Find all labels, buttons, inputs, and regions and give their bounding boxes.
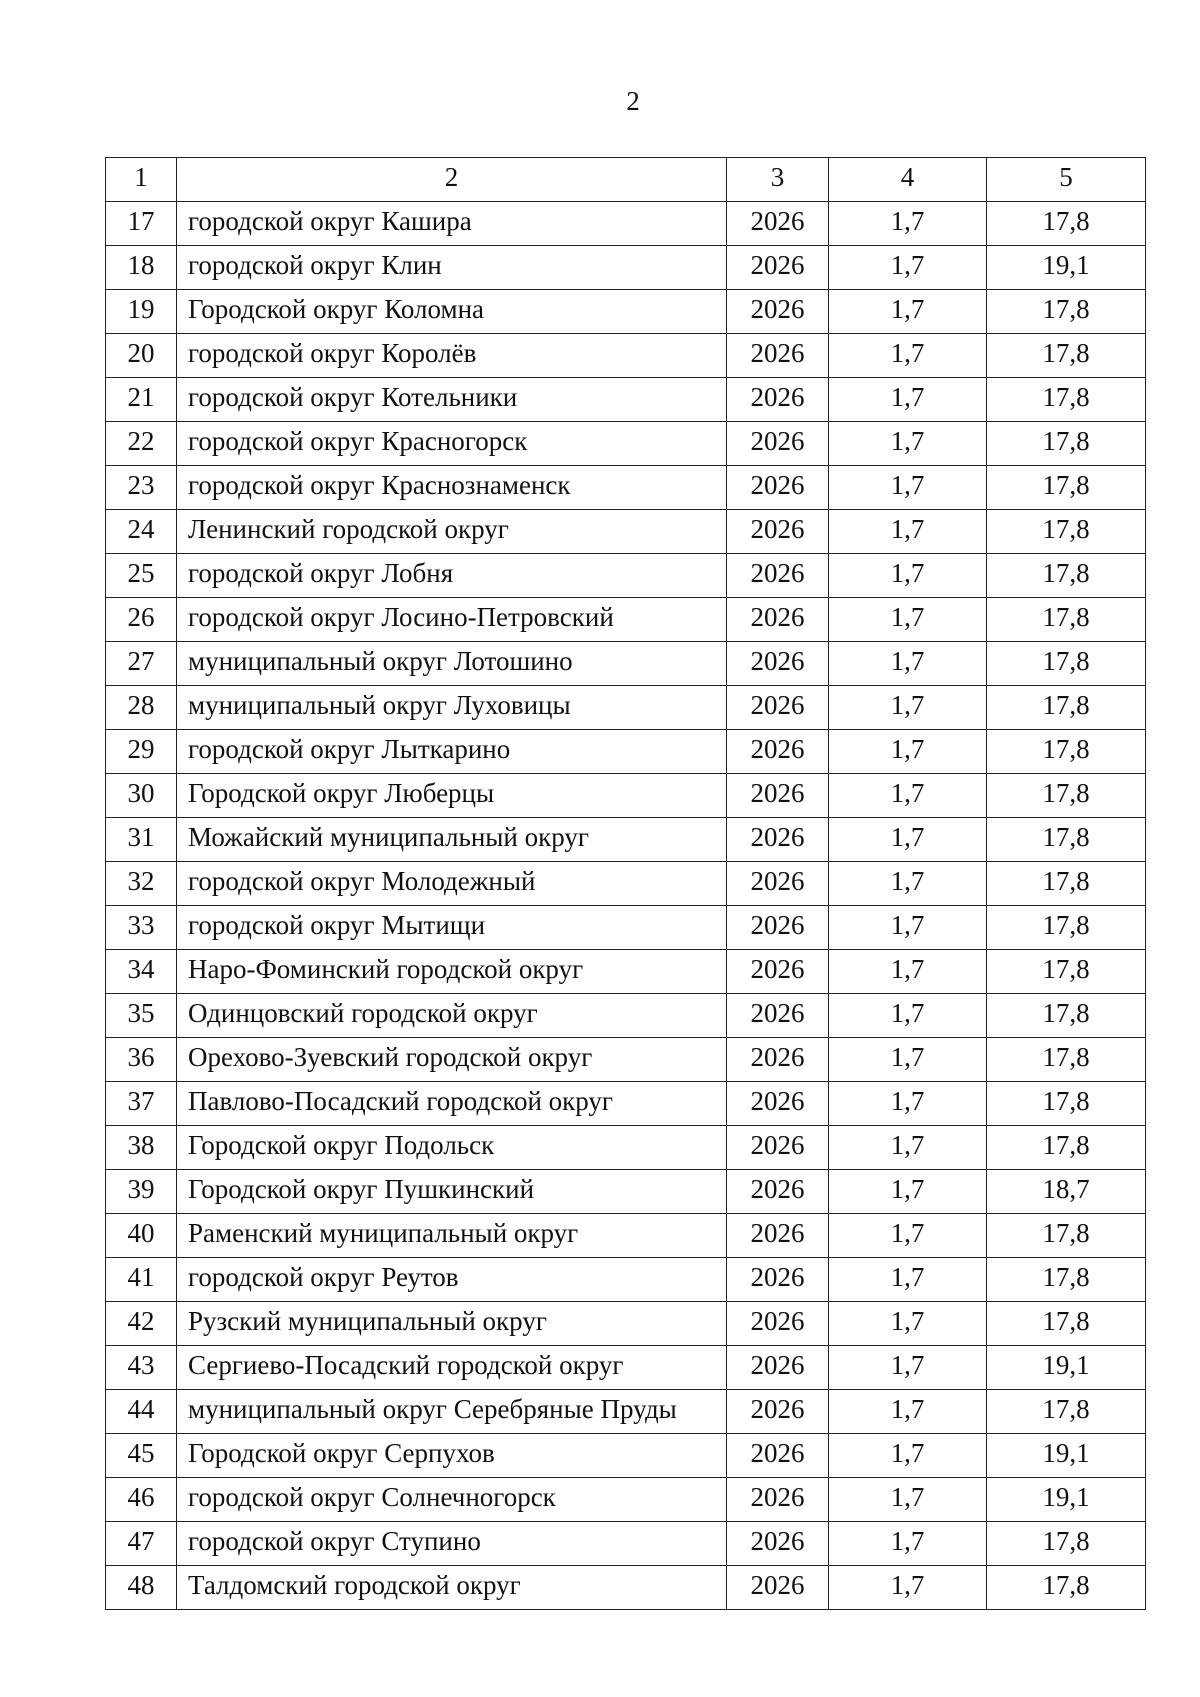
table-row bbox=[106, 1038, 1146, 1082]
table-row bbox=[106, 378, 1146, 422]
year-cell: 2026 bbox=[727, 1478, 829, 1522]
table-row bbox=[106, 334, 1146, 378]
coefficient-cell: 1,7 bbox=[829, 1434, 987, 1478]
municipality-name-cell: Одинцовский городской округ bbox=[177, 994, 727, 1038]
table-row bbox=[106, 510, 1146, 554]
coefficient-cell: 1,7 bbox=[829, 906, 987, 950]
coefficient-cell: 1,7 bbox=[829, 1478, 987, 1522]
coefficient-cell: 1,7 bbox=[829, 1346, 987, 1390]
year-cell: 2026 bbox=[727, 246, 829, 290]
table-row bbox=[106, 1346, 1146, 1390]
year-cell: 2026 bbox=[727, 378, 829, 422]
table-row bbox=[106, 862, 1146, 906]
coefficient-cell: 1,7 bbox=[829, 290, 987, 334]
municipality-name-cell: Можайский муниципальный округ bbox=[177, 818, 727, 862]
year-cell: 2026 bbox=[727, 1082, 829, 1126]
coefficient-cell: 1,7 bbox=[829, 1566, 987, 1610]
year-cell: 2026 bbox=[727, 1566, 829, 1610]
table-row bbox=[106, 1082, 1146, 1126]
row-number-cell: 44 bbox=[106, 1390, 177, 1434]
municipality-name-cell: городской округ Реутов bbox=[177, 1258, 727, 1302]
coefficient-cell: 1,7 bbox=[829, 1170, 987, 1214]
value-cell: 17,8 bbox=[987, 1038, 1146, 1082]
table-row bbox=[106, 730, 1146, 774]
value-cell: 19,1 bbox=[987, 246, 1146, 290]
coefficient-cell: 1,7 bbox=[829, 1522, 987, 1566]
value-cell: 17,8 bbox=[987, 554, 1146, 598]
row-number-cell: 21 bbox=[106, 378, 177, 422]
municipality-name-cell: муниципальный округ Луховицы bbox=[177, 686, 727, 730]
year-cell: 2026 bbox=[727, 422, 829, 466]
table-row bbox=[106, 1214, 1146, 1258]
value-cell: 19,1 bbox=[987, 1434, 1146, 1478]
value-cell: 17,8 bbox=[987, 774, 1146, 818]
year-cell: 2026 bbox=[727, 510, 829, 554]
coefficient-cell: 1,7 bbox=[829, 246, 987, 290]
year-cell: 2026 bbox=[727, 202, 829, 246]
row-number-cell: 42 bbox=[106, 1302, 177, 1346]
table-row bbox=[106, 466, 1146, 510]
value-cell: 17,8 bbox=[987, 466, 1146, 510]
municipality-name-cell: Рузский муниципальный округ bbox=[177, 1302, 727, 1346]
row-number-cell: 26 bbox=[106, 598, 177, 642]
value-cell: 17,8 bbox=[987, 818, 1146, 862]
value-cell: 17,8 bbox=[987, 598, 1146, 642]
coefficient-cell: 1,7 bbox=[829, 1390, 987, 1434]
year-cell: 2026 bbox=[727, 554, 829, 598]
coefficient-cell: 1,7 bbox=[829, 686, 987, 730]
value-cell: 17,8 bbox=[987, 1566, 1146, 1610]
value-cell: 18,7 bbox=[987, 1170, 1146, 1214]
coefficient-cell: 1,7 bbox=[829, 642, 987, 686]
year-cell: 2026 bbox=[727, 906, 829, 950]
header-cell-2: 2 bbox=[177, 158, 727, 202]
coefficient-cell: 1,7 bbox=[829, 818, 987, 862]
row-number-cell: 23 bbox=[106, 466, 177, 510]
row-number-cell: 24 bbox=[106, 510, 177, 554]
header-cell-1: 1 bbox=[106, 158, 177, 202]
row-number-cell: 30 bbox=[106, 774, 177, 818]
value-cell: 17,8 bbox=[987, 950, 1146, 994]
coefficient-cell: 1,7 bbox=[829, 554, 987, 598]
table-row bbox=[106, 1258, 1146, 1302]
data-table bbox=[105, 157, 1146, 1610]
year-cell: 2026 bbox=[727, 774, 829, 818]
value-cell: 17,8 bbox=[987, 1126, 1146, 1170]
coefficient-cell: 1,7 bbox=[829, 994, 987, 1038]
row-number-cell: 18 bbox=[106, 246, 177, 290]
value-cell: 17,8 bbox=[987, 1302, 1146, 1346]
year-cell: 2026 bbox=[727, 1390, 829, 1434]
value-cell: 17,8 bbox=[987, 334, 1146, 378]
header-cell-3: 3 bbox=[727, 158, 829, 202]
row-number-cell: 17 bbox=[106, 202, 177, 246]
row-number-cell: 40 bbox=[106, 1214, 177, 1258]
year-cell: 2026 bbox=[727, 334, 829, 378]
table-row bbox=[106, 246, 1146, 290]
value-cell: 17,8 bbox=[987, 862, 1146, 906]
table-row bbox=[106, 1566, 1146, 1610]
row-number-cell: 33 bbox=[106, 906, 177, 950]
municipality-name-cell: городской округ Солнечногорск bbox=[177, 1478, 727, 1522]
coefficient-cell: 1,7 bbox=[829, 202, 987, 246]
municipality-name-cell: городской округ Лобня bbox=[177, 554, 727, 598]
value-cell: 17,8 bbox=[987, 202, 1146, 246]
table-row bbox=[106, 1170, 1146, 1214]
row-number-cell: 39 bbox=[106, 1170, 177, 1214]
municipality-name-cell: городской округ Мытищи bbox=[177, 906, 727, 950]
row-number-cell: 20 bbox=[106, 334, 177, 378]
header-row bbox=[106, 158, 1146, 202]
year-cell: 2026 bbox=[727, 290, 829, 334]
coefficient-cell: 1,7 bbox=[829, 1038, 987, 1082]
municipality-name-cell: Талдомский городской округ bbox=[177, 1566, 727, 1610]
table-row bbox=[106, 950, 1146, 994]
value-cell: 19,1 bbox=[987, 1346, 1146, 1390]
municipality-name-cell: городской округ Красногорск bbox=[177, 422, 727, 466]
coefficient-cell: 1,7 bbox=[829, 774, 987, 818]
municipality-name-cell: Ленинский городской округ bbox=[177, 510, 727, 554]
municipality-name-cell: Городской округ Подольск bbox=[177, 1126, 727, 1170]
coefficient-cell: 1,7 bbox=[829, 598, 987, 642]
municipality-name-cell: городской округ Лыткарино bbox=[177, 730, 727, 774]
coefficient-cell: 1,7 bbox=[829, 466, 987, 510]
table-row bbox=[106, 598, 1146, 642]
municipality-name-cell: Городской округ Коломна bbox=[177, 290, 727, 334]
page-number: 2 bbox=[626, 86, 640, 116]
row-number-cell: 37 bbox=[106, 1082, 177, 1126]
year-cell: 2026 bbox=[727, 1214, 829, 1258]
row-number-cell: 46 bbox=[106, 1478, 177, 1522]
table-row bbox=[106, 818, 1146, 862]
row-number-cell: 32 bbox=[106, 862, 177, 906]
municipality-name-cell: Павлово-Посадский городской округ bbox=[177, 1082, 727, 1126]
table-row bbox=[106, 554, 1146, 598]
year-cell: 2026 bbox=[727, 1038, 829, 1082]
municipality-name-cell: Наро-Фоминский городской округ bbox=[177, 950, 727, 994]
row-number-cell: 25 bbox=[106, 554, 177, 598]
coefficient-cell: 1,7 bbox=[829, 950, 987, 994]
table-row bbox=[106, 1478, 1146, 1522]
municipality-name-cell: Городской округ Серпухов bbox=[177, 1434, 727, 1478]
row-number-cell: 22 bbox=[106, 422, 177, 466]
year-cell: 2026 bbox=[727, 1126, 829, 1170]
municipality-name-cell: муниципальный округ Серебряные Пруды bbox=[177, 1390, 727, 1434]
coefficient-cell: 1,7 bbox=[829, 510, 987, 554]
table-row bbox=[106, 1126, 1146, 1170]
row-number-cell: 29 bbox=[106, 730, 177, 774]
header-cell-5: 5 bbox=[987, 158, 1146, 202]
coefficient-cell: 1,7 bbox=[829, 1258, 987, 1302]
value-cell: 17,8 bbox=[987, 1258, 1146, 1302]
value-cell: 17,8 bbox=[987, 422, 1146, 466]
table-row bbox=[106, 774, 1146, 818]
table-row bbox=[106, 686, 1146, 730]
value-cell: 17,8 bbox=[987, 1214, 1146, 1258]
year-cell: 2026 bbox=[727, 950, 829, 994]
row-number-cell: 35 bbox=[106, 994, 177, 1038]
year-cell: 2026 bbox=[727, 686, 829, 730]
value-cell: 17,8 bbox=[987, 378, 1146, 422]
municipality-name-cell: городской округ Ступино bbox=[177, 1522, 727, 1566]
row-number-cell: 43 bbox=[106, 1346, 177, 1390]
year-cell: 2026 bbox=[727, 1346, 829, 1390]
coefficient-cell: 1,7 bbox=[829, 1082, 987, 1126]
coefficient-cell: 1,7 bbox=[829, 334, 987, 378]
table-row bbox=[106, 642, 1146, 686]
table-row bbox=[106, 1434, 1146, 1478]
value-cell: 17,8 bbox=[987, 1082, 1146, 1126]
year-cell: 2026 bbox=[727, 1302, 829, 1346]
table-row bbox=[106, 1302, 1146, 1346]
coefficient-cell: 1,7 bbox=[829, 1302, 987, 1346]
municipality-name-cell: муниципальный округ Лотошино bbox=[177, 642, 727, 686]
year-cell: 2026 bbox=[727, 1258, 829, 1302]
coefficient-cell: 1,7 bbox=[829, 1126, 987, 1170]
table-row bbox=[106, 1522, 1146, 1566]
value-cell: 17,8 bbox=[987, 686, 1146, 730]
row-number-cell: 41 bbox=[106, 1258, 177, 1302]
value-cell: 17,8 bbox=[987, 1390, 1146, 1434]
value-cell: 17,8 bbox=[987, 730, 1146, 774]
year-cell: 2026 bbox=[727, 818, 829, 862]
row-number-cell: 28 bbox=[106, 686, 177, 730]
coefficient-cell: 1,7 bbox=[829, 1214, 987, 1258]
row-number-cell: 31 bbox=[106, 818, 177, 862]
header-cell-4: 4 bbox=[829, 158, 987, 202]
year-cell: 2026 bbox=[727, 598, 829, 642]
municipality-name-cell: городской округ Лосино-Петровский bbox=[177, 598, 727, 642]
coefficient-cell: 1,7 bbox=[829, 378, 987, 422]
value-cell: 17,8 bbox=[987, 510, 1146, 554]
coefficient-cell: 1,7 bbox=[829, 730, 987, 774]
year-cell: 2026 bbox=[727, 466, 829, 510]
table-row bbox=[106, 290, 1146, 334]
municipality-name-cell: Сергиево-Посадский городской округ bbox=[177, 1346, 727, 1390]
row-number-cell: 19 bbox=[106, 290, 177, 334]
row-number-cell: 38 bbox=[106, 1126, 177, 1170]
row-number-cell: 48 bbox=[106, 1566, 177, 1610]
row-number-cell: 34 bbox=[106, 950, 177, 994]
table-header bbox=[106, 158, 1146, 202]
value-cell: 17,8 bbox=[987, 642, 1146, 686]
row-number-cell: 27 bbox=[106, 642, 177, 686]
municipality-name-cell: городской округ Королёв bbox=[177, 334, 727, 378]
row-number-cell: 45 bbox=[106, 1434, 177, 1478]
municipality-name-cell: Орехово-Зуевский городской округ bbox=[177, 1038, 727, 1082]
municipality-name-cell: городской округ Краснознаменск bbox=[177, 466, 727, 510]
row-number-cell: 47 bbox=[106, 1522, 177, 1566]
coefficient-cell: 1,7 bbox=[829, 862, 987, 906]
municipality-name-cell: городской округ Кашира bbox=[177, 202, 727, 246]
year-cell: 2026 bbox=[727, 1434, 829, 1478]
municipality-name-cell: городской округ Клин bbox=[177, 246, 727, 290]
year-cell: 2026 bbox=[727, 730, 829, 774]
value-cell: 17,8 bbox=[987, 906, 1146, 950]
municipality-name-cell: Городской округ Пушкинский bbox=[177, 1170, 727, 1214]
municipality-name-cell: городской округ Котельники bbox=[177, 378, 727, 422]
row-number-cell: 36 bbox=[106, 1038, 177, 1082]
municipality-name-cell: Городской округ Люберцы bbox=[177, 774, 727, 818]
table-row bbox=[106, 422, 1146, 466]
table-row bbox=[106, 1390, 1146, 1434]
year-cell: 2026 bbox=[727, 1522, 829, 1566]
table-row bbox=[106, 994, 1146, 1038]
year-cell: 2026 bbox=[727, 642, 829, 686]
year-cell: 2026 bbox=[727, 862, 829, 906]
coefficient-cell: 1,7 bbox=[829, 422, 987, 466]
value-cell: 19,1 bbox=[987, 1478, 1146, 1522]
year-cell: 2026 bbox=[727, 994, 829, 1038]
value-cell: 17,8 bbox=[987, 1522, 1146, 1566]
year-cell: 2026 bbox=[727, 1170, 829, 1214]
value-cell: 17,8 bbox=[987, 290, 1146, 334]
table-row bbox=[106, 202, 1146, 246]
table-body bbox=[106, 202, 1146, 1610]
table-row bbox=[106, 906, 1146, 950]
municipality-name-cell: Раменский муниципальный округ bbox=[177, 1214, 727, 1258]
municipality-name-cell: городской округ Молодежный bbox=[177, 862, 727, 906]
value-cell: 17,8 bbox=[987, 994, 1146, 1038]
